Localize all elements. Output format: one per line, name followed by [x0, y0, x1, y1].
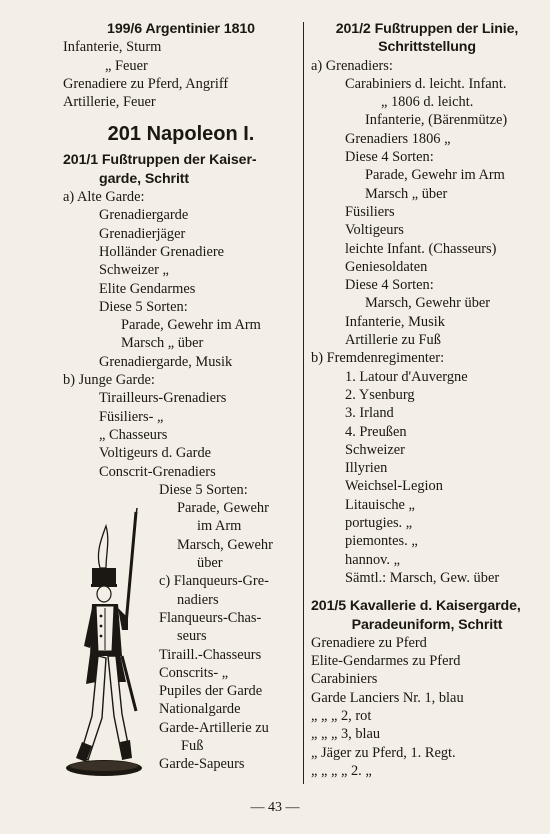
right-column: [311, 20, 543, 780]
entry-line: Parade, Gewehr im Arm: [365, 167, 505, 184]
entry-line: Grenadierjäger: [99, 225, 186, 242]
entry-line: piemontes. „: [345, 533, 418, 550]
entry-line: Fuß: [181, 737, 204, 754]
entry-line: Tirailleurs-Grenadiers: [99, 390, 227, 407]
entry-line: Garde-Sapeurs: [159, 756, 245, 773]
entry-line: „ 1806 d. leicht.: [381, 94, 474, 111]
entry-line: Diese 4 Sorten:: [345, 149, 434, 166]
entry-line: Marsch, Gewehr über: [365, 295, 491, 312]
entry-line: Garde Lanciers Nr. 1, blau: [311, 689, 464, 706]
entry-line: 1. Latour d'Auvergne: [345, 368, 468, 385]
entry-line: Infanterie, Musik: [345, 313, 445, 330]
entry-line: portugies. „: [345, 515, 413, 532]
entry-line: Conscrit-Grenadiers: [99, 463, 216, 480]
entry-line: Artillerie zu Fuß: [345, 332, 441, 349]
entry-line: hannov. „: [345, 551, 401, 568]
column-divider: [303, 22, 304, 784]
entry-line: Garde-Artillerie zu: [159, 719, 269, 736]
entry-line: „ Feuer: [105, 57, 148, 74]
entry-line: Voltigeurs d. Garde: [99, 445, 212, 462]
entry-line: Geniesoldaten: [345, 258, 428, 275]
group-label: b) Fremdenregimenter:: [311, 350, 445, 367]
entry-line: Carabiniers: [311, 671, 378, 688]
entry-line: 2. Ysenburg: [345, 386, 415, 403]
entry-line: Marsch, Gewehr: [177, 536, 273, 553]
entry-line: Holländer Grenadiere: [99, 243, 225, 260]
group-label: a) Grenadiers:: [311, 57, 393, 74]
entry-line: Carabiniers d. leicht. Infant.: [345, 75, 507, 92]
entry-line: Grenadiergarde: [99, 207, 189, 224]
entry-line: Sämtl.: Marsch, Gew. über: [345, 569, 500, 586]
entry-line: Grenadiers 1806 „: [345, 130, 451, 147]
entry-line: Infanterie, Sturm: [63, 39, 162, 56]
entry-line: Marsch „ über: [365, 185, 448, 202]
entry-line: Schweizer: [345, 441, 405, 458]
entry-line: Elite Gendarmes: [99, 280, 196, 297]
section-heading-201-1-cont: garde, Schritt: [99, 170, 190, 187]
entry-line: Infanterie, (Bärenmütze): [365, 112, 508, 129]
entry-line: Illyrien: [345, 460, 388, 477]
entry-line: leichte Infant. (Chasseurs): [345, 240, 497, 257]
entry-line: Flanqueurs-Chas-: [159, 609, 262, 626]
entry-line: Füsiliers- „: [99, 408, 164, 425]
chapter-heading-201: 201 Napoleon I.: [107, 123, 255, 146]
entry-line: 4. Preußen: [345, 423, 407, 440]
entry-line: Voltigeurs: [345, 222, 404, 239]
entry-line: „ „ „ „ 2. „: [311, 762, 372, 779]
entry-line: Pupiles der Garde: [159, 683, 263, 700]
entry-line: seurs: [177, 628, 207, 645]
section-heading-201-5-cont: Paradeuniform, Schritt: [351, 616, 503, 633]
entry-line: Diese 5 Sorten:: [159, 481, 248, 498]
entry-line: 3. Irland: [345, 405, 394, 422]
entry-line: Diese 4 Sorten:: [345, 277, 434, 294]
section-heading-201-2: 201/2 Fußtruppen der Linie,: [335, 21, 519, 37]
entry-line: Füsiliers: [345, 203, 395, 220]
entry-line: Weichsel-Legion: [345, 478, 443, 495]
napoleonic-soldier-icon: [66, 506, 148, 786]
entry-line: Diese 5 Sorten:: [99, 298, 188, 315]
entry-line: Grenadiergarde, Musik: [99, 353, 233, 370]
entry-line: „ „ „ 3, blau: [311, 726, 381, 743]
page-number: — 43 —: [250, 800, 300, 815]
entry-line: Marsch „ über: [121, 335, 204, 352]
entry-line: Litauische „: [345, 496, 415, 513]
entry-line: „ „ „ 2, rot: [311, 707, 372, 724]
entry-line: „ Chasseurs: [99, 426, 168, 443]
entry-line: im Arm: [197, 518, 242, 535]
group-label: c) Flanqueurs-Gre-: [159, 573, 269, 590]
entry-line: „ Jäger zu Pferd, 1. Regt.: [311, 744, 456, 761]
entry-line: Grenadiere zu Pferd, Angriff: [63, 75, 229, 92]
section-heading-201-5: 201/5 Kavallerie d. Kaisergarde,: [311, 598, 521, 615]
section-heading-201-1: 201/1 Fußtruppen der Kaiser-: [63, 152, 257, 169]
section-heading-199-6: 199/6 Argentinier 1810: [107, 21, 255, 37]
entry-line: Tiraill.-Chasseurs: [159, 646, 262, 663]
entry-line: Artillerie, Feuer: [63, 94, 156, 111]
entry-line: nadiers: [177, 591, 219, 608]
group-label: a) Alte Garde:: [63, 189, 145, 206]
entry-line: Conscrits- „: [159, 664, 229, 681]
entry-line: Parade, Gewehr im Arm: [121, 317, 261, 334]
group-label: b) Junge Garde:: [63, 372, 155, 389]
section-heading-201-2-cont: Schrittstellung: [378, 39, 476, 56]
entry-line: Grenadiere zu Pferd: [311, 634, 427, 651]
entry-line: über: [197, 555, 223, 572]
entry-line: Nationalgarde: [159, 701, 241, 718]
entry-line: Schweizer „: [99, 262, 169, 279]
entry-line: Parade, Gewehr: [177, 500, 269, 517]
entry-line: Elite-Gendarmes zu Pferd: [311, 653, 461, 670]
